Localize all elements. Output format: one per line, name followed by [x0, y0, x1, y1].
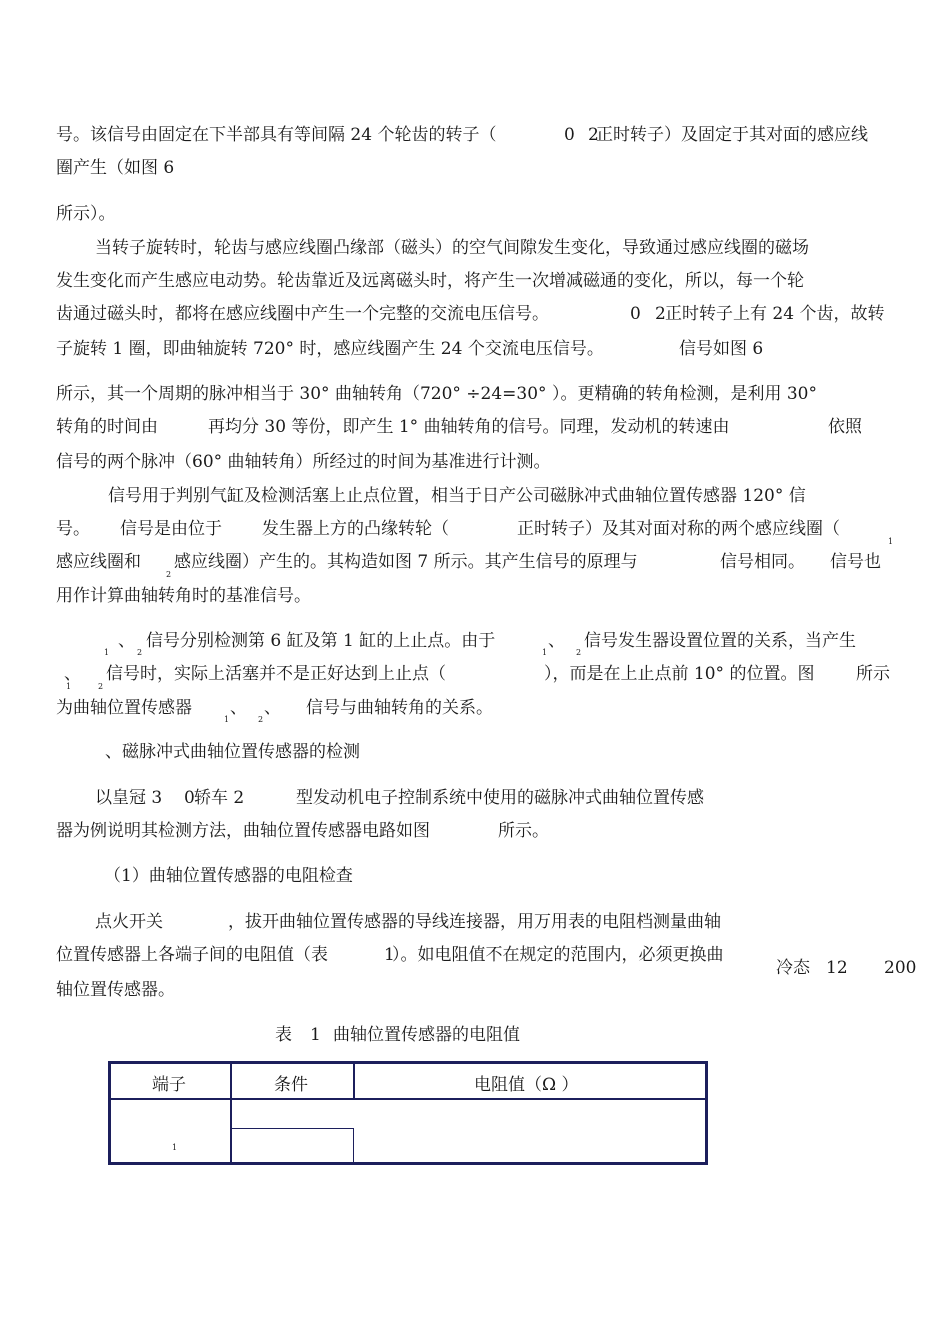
text-line: 信号发生器设置位置的关系，当产生 — [584, 631, 856, 651]
text-line: 器为例说明其检测方法，曲轴位置传感器电路如图 — [56, 821, 430, 841]
text-fragment: 0 — [564, 125, 575, 145]
text-line: 所示，其一个周期的脉冲相当于 30° 曲轴转角（720° ÷24=30° ）。更精确的转角检测，是利用 30° — [56, 384, 817, 404]
table-header-condition: 条件 — [274, 1075, 308, 1095]
text-fragment: 0 — [184, 788, 195, 808]
text-fragment: 依照 — [828, 417, 862, 437]
text-fragment: 信号是由位于 — [120, 519, 222, 539]
text-line: 圈产生（如图 6 — [56, 158, 175, 178]
text-fragment: 所示 — [856, 664, 890, 684]
text-line: ，拔开曲轴位置传感器的导线连接器，用万用表的电阻档测量曲轴 — [228, 912, 721, 932]
text-line: 信号的两个脉冲（60° 曲轴转角）所经过的时间为基准进行计测。 — [56, 452, 551, 472]
section-heading: 脉冲式曲轴位置传感器的检测 — [139, 742, 360, 762]
text-fragment: 信号相同。 — [720, 552, 805, 572]
subscript: 1 — [542, 648, 548, 657]
text-fragment: 1 — [384, 945, 395, 965]
text-fragment: 、 — [230, 698, 247, 718]
text-line: 正时转子）及其对面对称的两个感应线圈（ — [517, 519, 840, 539]
side-note: 200 — [884, 958, 917, 978]
table-header-resistance: 电阻值（Ω ） — [474, 1075, 579, 1095]
text-line: ）。如电阻值不在规定的范围内，必须更换曲 — [392, 945, 724, 965]
subscript: 1 — [104, 648, 110, 657]
subscript: 2 — [137, 648, 143, 657]
text-line: 信号如图 6 — [679, 339, 764, 359]
text-fragment: 、 — [264, 698, 281, 718]
text-line: 再均分 30 等份，即产生 1° 曲轴转角的信号。同理，发动机的转速由 — [208, 417, 730, 437]
text-fragment: 感应线圈和 — [56, 552, 141, 572]
subscript: 1 — [888, 537, 894, 546]
caption-label: 表 — [275, 1025, 292, 1045]
text-line: 用作计算曲轴转角时的基准信号。 — [56, 586, 311, 606]
text-fragment: 轿车 2 — [194, 788, 245, 808]
table-cell-terminal-subscript: 1 — [172, 1143, 178, 1152]
text-fragment: 信号也 — [830, 552, 881, 572]
table-border — [108, 1061, 708, 1165]
subscript: 2 — [576, 648, 582, 657]
text-line: 号。该信号由固定在下半部具有等间隔 24 个轮齿的转子（ — [56, 125, 497, 145]
caption-number: 1 — [310, 1025, 321, 1045]
text-line: 为曲轴位置传感器 — [56, 698, 192, 718]
text-fragment: 号。 — [56, 519, 90, 539]
text-fragment: 0 — [630, 304, 641, 324]
text-line: 以皇冠 3 — [95, 788, 163, 808]
side-note: 12 — [826, 958, 848, 978]
text-line: 信号与曲轴转角的关系。 — [306, 698, 493, 718]
subscript: 2 — [98, 682, 104, 691]
text-fragment: 、 — [118, 631, 135, 651]
column-divider — [353, 1064, 355, 1099]
sub-heading: （1）曲轴位置传感器的电阻检查 — [104, 866, 353, 886]
text-fragment: 、 — [64, 664, 81, 684]
text-line: 型发动机电子控制系统中使用的磁脉冲式曲轴位置传感 — [296, 788, 704, 808]
subscript: 2 — [166, 570, 172, 579]
text-line: 正时转子）及固定于其对面的感应线 — [596, 125, 868, 145]
text-fragment: 发生器上方的凸缘转轮（ — [262, 519, 449, 539]
text-line: 信号用于判别气缸及检测活塞上止点位置，相当于日产公司磁脉冲式曲轴位置传感器 120° 信 — [108, 486, 806, 506]
text-line: ），而是在上止点前 10° 的位置。图 — [544, 664, 815, 684]
section-heading-prefix: 、 — [105, 742, 122, 762]
subscript: 1 — [66, 682, 72, 691]
section-heading-fragment: 磁 — [122, 742, 139, 762]
text-fragment: 2 — [655, 304, 666, 324]
column-divider — [230, 1064, 232, 1099]
text-fragment: 、 — [548, 631, 565, 651]
text-line: 子旋转 1 圈，即曲轴旋转 720° 时，感应线圈产生 24 个交流电压信号。 — [56, 339, 604, 359]
text-line: 所示）。 — [56, 204, 116, 224]
subscript: 1 — [224, 715, 230, 724]
text-line: 感应线圈）产生的。其构造如图 7 所示。其产生信号的原理与 — [174, 552, 638, 572]
text-line: 信号分别检测第 6 缸及第 1 缸的上止点。由于 — [146, 631, 496, 651]
text-fragment: 点火开关 — [95, 912, 163, 932]
table-cell — [231, 1128, 354, 1163]
table-header-terminal: 端子 — [152, 1075, 186, 1095]
text-line: 齿通过磁头时，都将在感应线圈中产生一个完整的交流电压信号。 — [56, 304, 549, 324]
side-note: 冷态 — [776, 958, 810, 978]
caption-title: 曲轴位置传感器的电阻值 — [333, 1025, 520, 1045]
text-line: 转角的时间由 — [56, 417, 158, 437]
text-line: 信号时，实际上活塞并不是正好达到上止点（ — [106, 664, 446, 684]
text-fragment: 所示。 — [498, 821, 549, 841]
header-divider — [111, 1098, 705, 1100]
text-line: 当转子旋转时，轮齿与感应线圈凸缘部（磁头）的空气间隙发生变化，导致通过感应线圈的磁场 — [95, 238, 809, 258]
text-line: 发生变化而产生感应电动势。轮齿靠近及远离磁头时，将产生一次增减磁通的变化，所以，每一个轮 — [56, 271, 804, 291]
text-line: 正时转子上有 24 个齿，故转 — [665, 304, 885, 324]
subscript: 2 — [258, 715, 264, 724]
text-line: 位置传感器上各端子间的电阻值（表 — [56, 945, 328, 965]
text-line: 轴位置传感器。 — [56, 980, 175, 1000]
text-fragment: 2 — [588, 125, 599, 145]
